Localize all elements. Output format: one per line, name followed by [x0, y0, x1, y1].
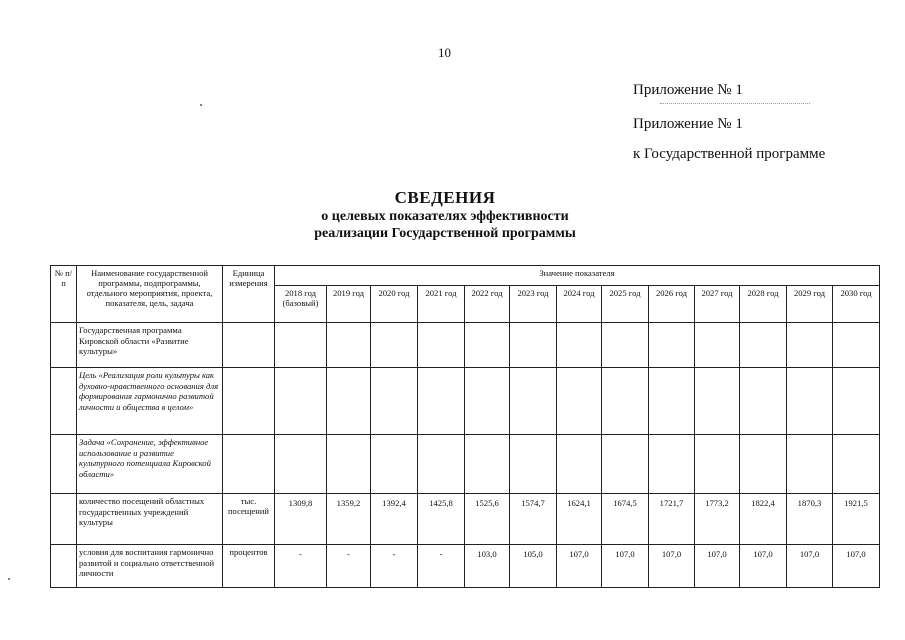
row-value	[275, 435, 327, 494]
table-row-indicator-visits	[51, 494, 880, 545]
header-year: 2029 год	[787, 286, 833, 323]
header-year: 2025 год	[602, 286, 649, 323]
row-value	[371, 323, 418, 368]
row-value	[695, 368, 740, 435]
scan-speck	[8, 578, 10, 580]
row-value	[787, 368, 833, 435]
indicators-table	[50, 265, 880, 588]
row-value: 1870,3	[787, 494, 833, 545]
row-name: количество посещений областных государственных учреждений культуры	[77, 494, 223, 545]
header-unit: Единица измерения	[223, 266, 275, 323]
annex-line-2: Приложение № 1	[633, 116, 743, 132]
row-value	[327, 435, 371, 494]
row-value: 107,0	[787, 545, 833, 588]
row-value	[602, 323, 649, 368]
row-num	[51, 368, 77, 435]
scan-speck	[200, 104, 202, 106]
row-value: 1773,2	[695, 494, 740, 545]
row-value	[557, 323, 602, 368]
row-value	[787, 435, 833, 494]
row-value: 107,0	[649, 545, 695, 588]
row-value	[833, 368, 880, 435]
row-value: 107,0	[602, 545, 649, 588]
row-value: 1309,8	[275, 494, 327, 545]
title-sub-2: реализации Государственной программы	[314, 226, 576, 241]
row-num	[51, 435, 77, 494]
row-value: 1822,4	[740, 494, 787, 545]
row-value	[649, 323, 695, 368]
table-row-task	[51, 435, 880, 494]
header-year: 2023 год	[510, 286, 557, 323]
row-unit	[223, 323, 275, 368]
header-year: 2020 год	[371, 286, 418, 323]
row-unit: процентов	[223, 545, 275, 588]
annex-line-1: Приложение № 1	[633, 82, 743, 98]
row-value	[557, 435, 602, 494]
row-value	[371, 435, 418, 494]
table-row-goal	[51, 368, 880, 435]
row-value	[787, 323, 833, 368]
row-value	[418, 368, 465, 435]
header-year: 2026 год	[649, 286, 695, 323]
row-num	[51, 545, 77, 588]
header-year: 2019 год	[327, 286, 371, 323]
row-value: 105,0	[510, 545, 557, 588]
row-value: 1392,4	[371, 494, 418, 545]
header-year: 2027 год	[695, 286, 740, 323]
row-value: -	[418, 545, 465, 588]
row-value: 1674,5	[602, 494, 649, 545]
row-value: 1721,7	[649, 494, 695, 545]
row-value	[418, 435, 465, 494]
row-value: 107,0	[740, 545, 787, 588]
table-row-indicator-conditions	[51, 545, 880, 588]
row-num	[51, 494, 77, 545]
table-row-program	[51, 323, 880, 368]
header-year: 2018 год (базовый)	[275, 286, 327, 323]
row-unit	[223, 435, 275, 494]
header-year: 2024 год	[557, 286, 602, 323]
row-value	[649, 368, 695, 435]
document-title	[280, 188, 610, 242]
header-name: Наименование государственной программы, подпрограммы, отдельного мероприятия, проекта, показателя, цель, задача	[77, 266, 223, 323]
row-value	[465, 435, 510, 494]
row-value: 1359,2	[327, 494, 371, 545]
row-num	[51, 323, 77, 368]
row-value	[275, 323, 327, 368]
row-unit	[223, 368, 275, 435]
row-value	[371, 368, 418, 435]
row-value	[602, 368, 649, 435]
header-num: № п/п	[51, 266, 77, 323]
header-year: 2021 год	[418, 286, 465, 323]
row-value	[510, 368, 557, 435]
row-name: Задача «Сохранение, эффективное использование и развитие культурного потенциала Кировской области»	[77, 435, 223, 494]
header-year: 2030 год	[833, 286, 880, 323]
row-value	[418, 323, 465, 368]
title-main: СВЕДЕНИЯ	[394, 188, 496, 207]
row-value: -	[371, 545, 418, 588]
row-name: Цель «Реализация роли культуры как духовно-нравственного основания для формирования гармонично развитой личности и общества в целом»	[77, 368, 223, 435]
row-name: условия для воспитания гармонично развитой и социально ответственной личности	[77, 545, 223, 588]
row-value	[833, 323, 880, 368]
row-value: 107,0	[833, 545, 880, 588]
row-value	[740, 435, 787, 494]
row-name: Государственная программа Кировской области «Развитие культуры»	[77, 323, 223, 368]
row-value	[327, 323, 371, 368]
row-value: 1425,8	[418, 494, 465, 545]
title-sub-1: о целевых показателях эффективности	[321, 209, 569, 224]
row-value	[649, 435, 695, 494]
row-value	[510, 435, 557, 494]
row-value: -	[327, 545, 371, 588]
row-value	[833, 435, 880, 494]
row-value: 1525,6	[465, 494, 510, 545]
row-value	[740, 323, 787, 368]
row-value: 1574,7	[510, 494, 557, 545]
row-value	[740, 368, 787, 435]
row-value	[275, 368, 327, 435]
row-value	[557, 368, 602, 435]
row-value	[695, 435, 740, 494]
row-value	[602, 435, 649, 494]
header-values: Значение показателя	[275, 266, 880, 286]
row-value: 1921,5	[833, 494, 880, 545]
annex-line-3: к Государственной программе	[633, 146, 826, 162]
row-value	[465, 323, 510, 368]
row-value	[695, 323, 740, 368]
header-year: 2028 год	[740, 286, 787, 323]
row-value: 1624,1	[557, 494, 602, 545]
row-value	[510, 323, 557, 368]
row-value	[465, 368, 510, 435]
row-value	[327, 368, 371, 435]
row-value: -	[275, 545, 327, 588]
row-value: 107,0	[557, 545, 602, 588]
row-value: 107,0	[695, 545, 740, 588]
row-unit: тыс. посещений	[223, 494, 275, 545]
dotted-separator	[660, 103, 810, 106]
page-number: 10	[438, 45, 451, 60]
row-value: 103,0	[465, 545, 510, 588]
header-year: 2022 год	[465, 286, 510, 323]
